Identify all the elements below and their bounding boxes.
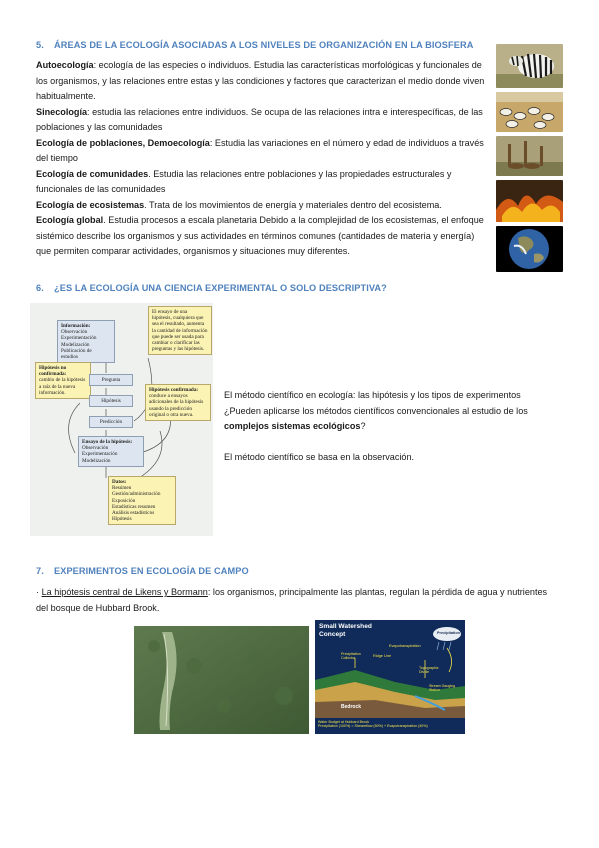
pregunta-label: Pregunta bbox=[101, 377, 121, 383]
topographic-divide-label: Topographic Divide bbox=[419, 666, 439, 675]
water-budget bbox=[318, 720, 464, 729]
term: Ecología global bbox=[36, 215, 104, 225]
hypothesis-text: : los organismos, principalmente las plantas, regulan la pérdida de agua y nutrientes del bosque de Hubbard Brook. bbox=[36, 587, 548, 613]
definition: . Estudia las relaciones entre poblaciones y las propiedades estructurales y funcionales de las comunidades bbox=[36, 168, 452, 194]
info-title: Información: bbox=[61, 323, 91, 329]
ensayo-item: Observación bbox=[82, 445, 109, 452]
section-number: 7. bbox=[36, 566, 44, 576]
section-5-body bbox=[36, 58, 488, 260]
term: Ecología de ecosistemas bbox=[36, 199, 145, 210]
section-title: ¿ES LA ECOLOGÍA UNA CIENCIA EXPERIMENTAL O SOLO DESCRIPTIVA? bbox=[54, 283, 387, 293]
method-line-3 bbox=[224, 419, 564, 435]
watershed-title-line: Small Watershed bbox=[319, 623, 372, 630]
info-item: Publicación de bbox=[61, 347, 92, 354]
watershed-diagram bbox=[315, 620, 465, 734]
definition-sinecologia bbox=[36, 105, 488, 136]
definition: : ecología de las especies o individuos. Estudia las características morfológicas y funcionales de los organismos, y las relaciones entre estas y las condiciones y factores que caracterizan el medio donde viven habitualmente. bbox=[36, 60, 485, 101]
ensayo-note-box bbox=[148, 306, 212, 355]
term: Autoecología bbox=[36, 60, 94, 70]
datos-box bbox=[108, 476, 176, 525]
ridge-line-label: Ridge Line bbox=[373, 654, 392, 658]
definition: : estudia las relaciones entre individuos. Se ocupa de las relaciones intra e interespecíficas, de las poblaciones y las comunidades bbox=[36, 106, 483, 132]
section-6-heading bbox=[36, 283, 387, 293]
datos-item: Análisis estadísticos bbox=[112, 510, 155, 517]
hipotesis-label: Hipótesis bbox=[101, 398, 121, 404]
definition: . Trata de los movimientos de energía y materiales dentro del ecosistema. bbox=[144, 199, 442, 210]
definition: : Estudia las variaciones en el número y edad de individuos a través del tiempo bbox=[36, 137, 484, 163]
definition-global bbox=[36, 213, 488, 260]
ensayo-box bbox=[78, 436, 144, 467]
method-line-2 bbox=[224, 404, 564, 420]
definition-autoecologia bbox=[36, 58, 488, 105]
method-question-mark: ? bbox=[360, 421, 366, 431]
info-box bbox=[57, 320, 115, 363]
zebra-herd-photo bbox=[496, 92, 563, 132]
ensayo-note: El ensayo de una hipótesis, cualquiera que sea el resultado, aumenta la cantidad de información que puede ser usada para cambiar o clarificar las preguntas y las hipótesis. bbox=[152, 309, 208, 353]
prediccion-box bbox=[89, 416, 133, 428]
watershed-title bbox=[319, 623, 372, 638]
giraffes-photo bbox=[496, 136, 563, 176]
definition-poblaciones bbox=[36, 136, 488, 167]
water-budget-equation: Precipitation (100%) = Streamflow (60%) + Evapotranspiration (40%) bbox=[318, 724, 428, 729]
datos-item: Estadísticas resumen bbox=[112, 503, 156, 510]
section-5-heading bbox=[36, 40, 473, 50]
datos-item: Gestión/administración bbox=[112, 491, 161, 498]
info-item: Modelización bbox=[61, 341, 90, 348]
section-7-text bbox=[36, 585, 561, 616]
no-confirmed-text: cambio de la hipótesis a raíz de la nueva información. bbox=[39, 377, 86, 396]
method-line-2-text: ¿Pueden aplicarse los métodos científicos convencionales al estudio de los bbox=[224, 405, 528, 416]
datos-item: Hipótesis bbox=[112, 516, 132, 523]
section-number: 5. bbox=[36, 40, 44, 50]
datos-title: Datos: bbox=[112, 479, 127, 485]
stream-gauging-label: Stream Gauging Station bbox=[429, 684, 456, 693]
prediccion-label: Predicción bbox=[99, 419, 123, 425]
hypothesis-not-confirmed-box bbox=[35, 362, 91, 399]
zebra-photo bbox=[496, 44, 563, 88]
earth-photo bbox=[496, 226, 563, 272]
precipitation-label: Precipitation bbox=[437, 631, 460, 635]
section-title: EXPERIMENTOS EN ECOLOGÍA DE CAMPO bbox=[54, 566, 249, 576]
section-title: ÁREAS DE LA ECOLOGÍA ASOCIADAS A LOS NIVELES DE ORGANIZACIÓN EN LA BIOSFERA bbox=[54, 40, 474, 50]
section-7-heading bbox=[36, 566, 249, 576]
likens-bormann-link[interactable]: La hipótesis central de Likens y Bormann bbox=[41, 587, 208, 597]
definition: . Estudia procesos a escala planetaria Debido a la complejidad de los ecosistemas, el enfoque sistémico describe los organismos y sus actividades en términos comunes (cantidades de materia y energía) que permiten comparar actividades, organismos y situaciones muy diferentes. bbox=[36, 215, 484, 256]
datos-item: Exposición bbox=[112, 497, 136, 504]
ensayo-item: Modelización bbox=[82, 457, 111, 464]
bedrock-label: Bedrock bbox=[341, 704, 362, 710]
term: Ecología de comunidades bbox=[36, 168, 149, 179]
definition-comunidades bbox=[36, 167, 488, 198]
section-number: 6. bbox=[36, 283, 44, 293]
hypothesis-confirmed-box bbox=[145, 384, 211, 421]
confirmed-text: conduce a ensayos adicionales de la hipótesis usando la predicción original o otra nueva. bbox=[149, 393, 204, 418]
info-item: Observación bbox=[61, 329, 88, 336]
confirmed-title: Hipótesis confirmada: bbox=[149, 387, 199, 393]
term: Sinecología bbox=[36, 106, 88, 117]
water-budget-title: Water Budget at Hubbard Brook bbox=[318, 720, 370, 724]
datos-item: Resúmen bbox=[112, 485, 132, 492]
info-item: estudios bbox=[61, 354, 79, 361]
ensayo-item: Experimentación bbox=[82, 451, 118, 458]
evapotranspiration-label: Evapotranspiration bbox=[389, 644, 421, 648]
no-confirmed-title: Hipótesis no confirmada: bbox=[39, 365, 67, 378]
watershed-title-line: Concept bbox=[319, 630, 346, 638]
term: Ecología de poblaciones, Demoecología bbox=[36, 137, 210, 148]
precip-collector-label: Precipitation Collector bbox=[341, 652, 361, 661]
info-item: Experimentación bbox=[61, 335, 97, 342]
hipotesis-box bbox=[89, 395, 133, 407]
fire-photo bbox=[496, 180, 563, 222]
bullet: · bbox=[36, 587, 40, 597]
section-6-text bbox=[224, 388, 564, 465]
ensayo-title: Ensayo de la hipótesis: bbox=[82, 439, 133, 445]
method-line-1: El método científico en ecología: las hipótesis y los tipos de experimentos bbox=[224, 390, 521, 400]
method-line-4: El método científico se basa en la observación. bbox=[224, 451, 415, 462]
forest-aerial-photo bbox=[134, 626, 309, 734]
pregunta-box bbox=[89, 374, 133, 386]
definition-ecosistemas bbox=[36, 198, 488, 214]
method-bold-term: complejos sistemas ecológicos bbox=[224, 421, 361, 431]
